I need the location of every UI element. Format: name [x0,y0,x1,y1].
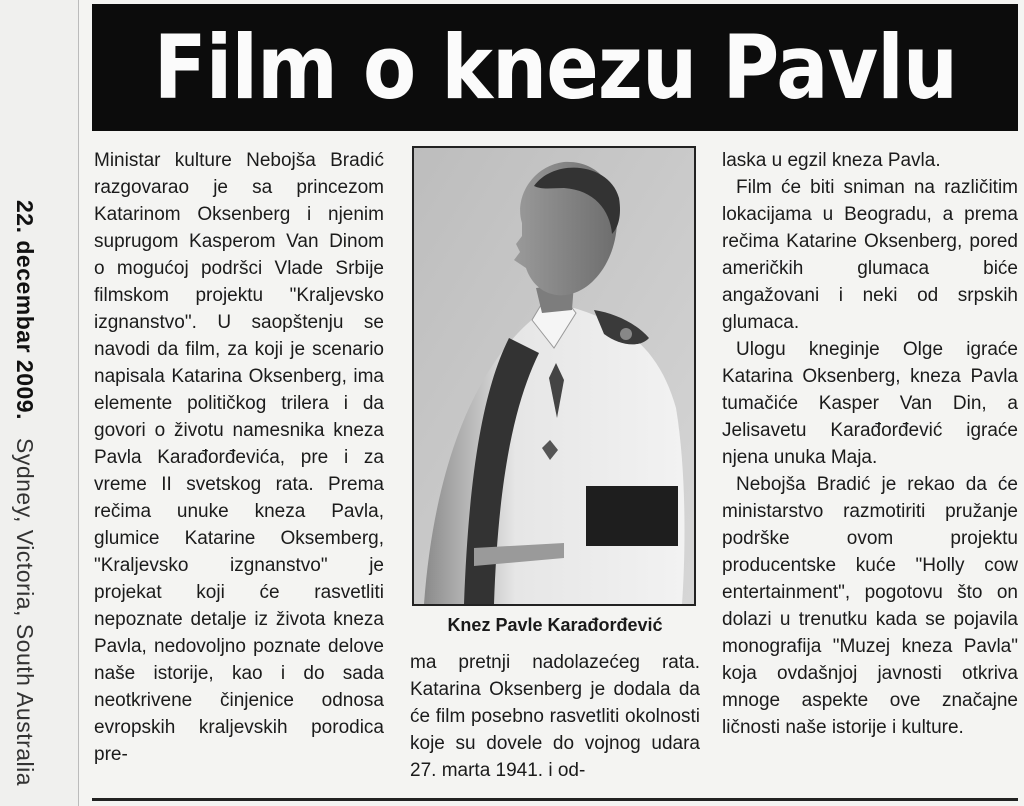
bottom-rule [92,798,1018,801]
publication-place: Sydney, Victoria, South Australia [12,437,38,787]
photo-caption: Knez Pavle Karađorđević [447,615,663,635]
column-3-paragraph: Film će biti sniman na različitim lokacijama u Beogradu, a prema rečima Katarine Oksenberg, pored američkih glumaca biće angažovani i neki od srpskih glumaca. [722,177,1018,333]
column-3-paragraph: Nebojša Bradić je rekao da će ministarstvo razmotiriti pružanje podrške ovom projektu producentske kuće "Holly cow entertainment", pogotovu što on dolazi u trenutku kada se pojavila monografija "Muzej kneza Pavla" koja ovdašnjoj javnosti otkriva mnoge aspekte ove značajne ličnosti naše istorije i kulture. [722,474,1018,738]
column-1-text: Ministar kulture Nebojša Bradić razgovarao je sa princezom Katarinom Oksenberg i njenim suprugom Kasperom Van Dinom o mogućoj podršci Vlade Srbije filmskom projektu "Kraljevsko izgnanstvo". U saopštenju se navodi da film, za koji je scenario napisala Katarina Oksenberg, ima elemente političkog trilera i da govori o životu namesnika kneza Pavla Karađorđevića, pre i za vreme II svetskog rata. Prema rečima unuke kneza Pavla, glumice Katarine Oksemberg, "Kraljevsko izgnanstvo" je projekat koji će rasvetliti nepoznate detalje iz života kneza Pavla, nedovoljno poznate delove naše istorije, kao i do sada neotkrivene činjenice odnosa evropskih kraljevskih porodica pre- [94,150,384,765]
portrait-illustration [414,148,694,604]
article-column-3 [722,147,1018,741]
article-column-2 [410,649,700,784]
headline-bar [92,4,1018,131]
column-3-paragraph: laska u egzil kneza Pavla. [722,150,941,171]
clipping-side-strip [0,0,79,806]
article-headline: Film o knezu Pavlu [153,15,957,119]
article-column-1 [94,147,384,768]
column-2-text: ma pretnji nadolazećeg rata. Katarina Oksenberg je dodala da će film posebno rasvetliti okolnosti koje su dovele do vojnog udara 27. marta 1941. i od- [410,652,700,781]
clipping-source-label [11,200,38,786]
publication-date: 22. decembar 2009. [12,200,38,420]
column-3-paragraph: Ulogu kneginje Olge igraće Katarina Oksenberg, kneza Pavla tumačiće Kasper Van Din, a Jelisavetu Karađorđević igraće njena unuka Maja. [722,339,1018,468]
portrait-photo [412,146,696,606]
